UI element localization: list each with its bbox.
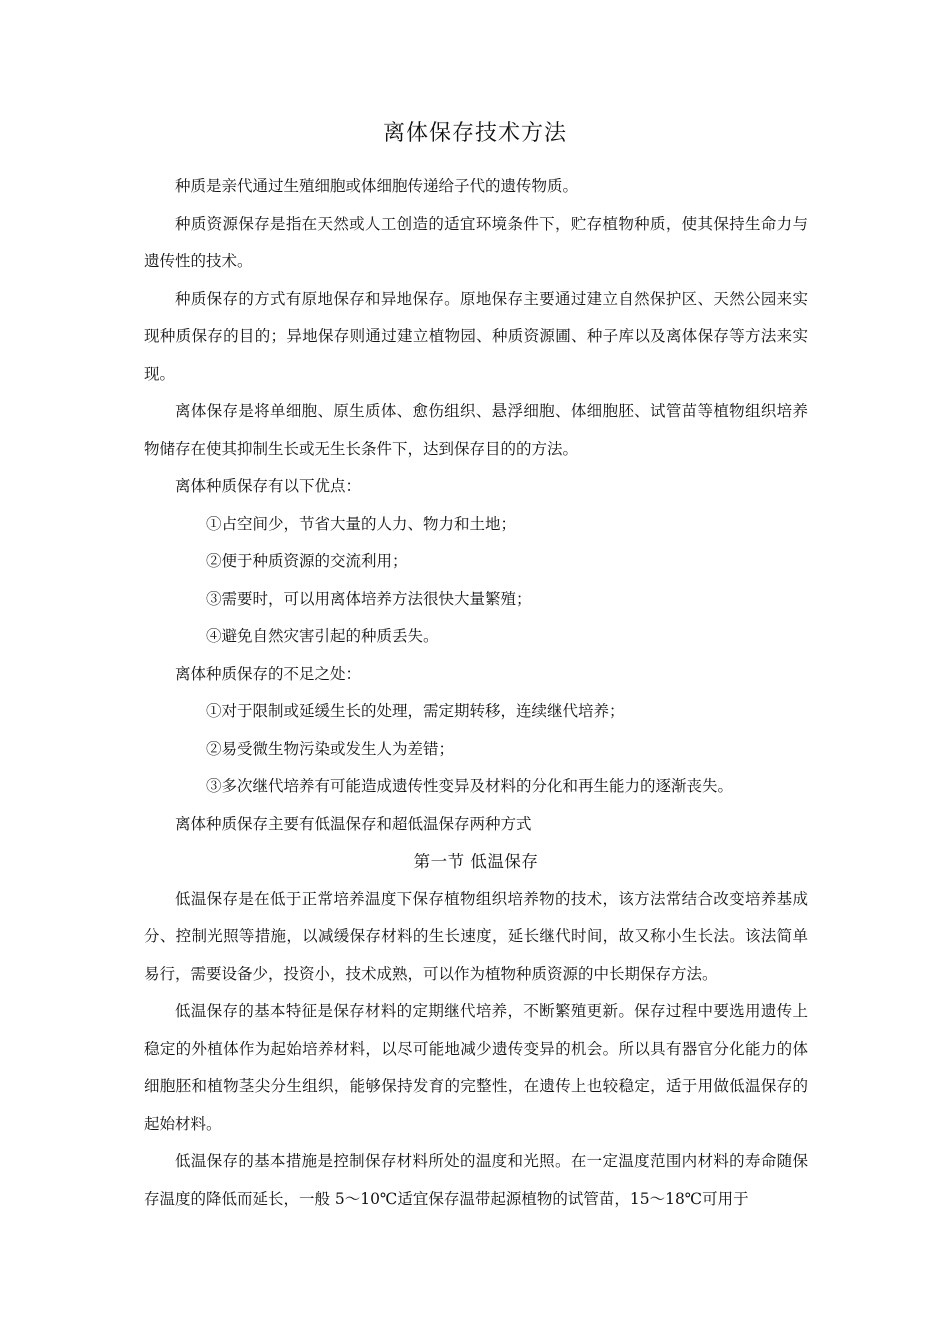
disadvantage-item-1: ①对于限制或延缓生长的处理，需定期转移，连续继代培养；	[206, 702, 625, 720]
paragraph-disadvantages-heading: 离体种质保存的不足之处：	[175, 664, 362, 683]
document-title: 离体保存技术方法	[382, 121, 567, 146]
paragraph-advantages-heading: 离体种质保存有以下优点：	[175, 477, 362, 495]
section-heading-low-temperature: 第一节 低温保存	[413, 852, 539, 871]
document-body	[144, 168, 808, 1218]
paragraph-germplasm-definition: 种质是亲代通过生殖细胞或体细胞传递给子代的遗传物质。	[175, 177, 579, 195]
advantage-item-4: ④避免自然灾害引起的种质丢失。	[206, 627, 439, 645]
disadvantage-item-2: ②易受微生物污染或发生人为差错；	[206, 739, 455, 758]
disadvantage-item-3: ③多次继代培养有可能造成遗传性变异及材料的分化和再生能力的逐渐丧失。	[206, 777, 734, 795]
paragraph-germplasm-conservation: 种质资源保存是指在天然或人工创造的适宜环境条件下，贮存植物种质，使其保持生命力与遗传性的技术。	[144, 214, 808, 270]
paragraph-low-temp-measures: 低温保存的基本措施是控制保存材料所处的温度和光照。在一定温度范围内材料的寿命随保存温度的降低而延长，一般 5～10℃适宜保存温带起源植物的试管苗，15～18℃可用于	[144, 1152, 808, 1208]
paragraph-conservation-methods: 种质保存的方式有原地保存和异地保存。原地保存主要通过建立自然保护区、天然公园来实现种质保存的目的；异地保存则通过建立植物园、种质资源圃、种子库以及离体保存等方法来实现。	[144, 289, 808, 383]
paragraph-in-vitro-definition: 离体保存是将单细胞、原生质体、愈伤组织、悬浮细胞、体细胞胚、试管苗等植物组织培养物储存在使其抑制生长或无生长条件下，达到保存目的的方法。	[144, 402, 808, 458]
advantage-item-2: ②便于种质资源的交流利用；	[206, 552, 408, 570]
advantage-item-1: ①占空间少，节省大量的人力、物力和土地；	[206, 514, 517, 533]
advantage-item-3: ③需要时，可以用离体培养方法很快大量繁殖；	[206, 589, 532, 608]
paragraph-two-methods: 离体种质保存主要有低温保存和超低温保存两种方式	[175, 814, 532, 833]
paragraph-low-temp-definition: 低温保存是在低于正常培养温度下保存植物组织培养物的技术，该方法常结合改变培养基成分、控制光照等措施，以减缓保存材料的生长速度，延长继代时间，故又称小生长法。该法简单易行，需要设备少，投资小，技术成熟，可以作为植物种质资源的中长期保存方法。	[144, 889, 808, 983]
paragraph-low-temp-features: 低温保存的基本特征是保存材料的定期继代培养，不断繁殖更新。保存过程中要选用遗传上稳定的外植体作为起始培养材料，以尽可能地减少遗传变异的机会。所以具有器官分化能力的体细胞胚和植物茎尖分生组织，能够保持发育的完整性，在遗传上也较稳定，适于用做低温保存的起始材料。	[144, 1002, 808, 1133]
